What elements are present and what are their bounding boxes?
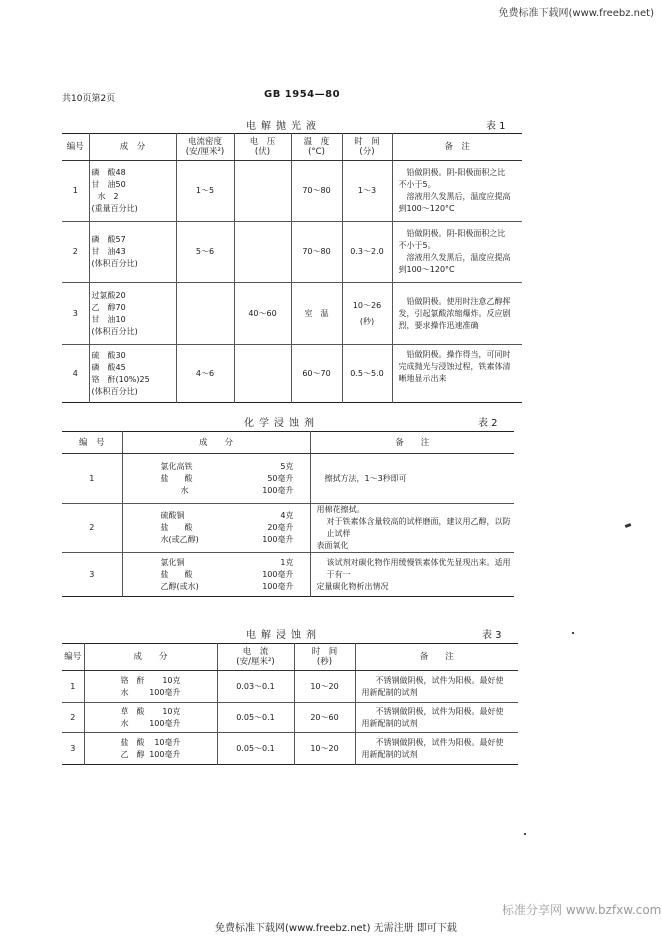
row-no: 1 xyxy=(70,681,76,691)
row-voltage xyxy=(234,222,291,283)
row-composition: 硫 酸30 磷 酸45 铬 酐(10%)25 (体积百分比) xyxy=(89,345,176,403)
row-remarks: 铅做阴极。使用时注意乙醇挥 发，引起氯酸浓缩爆炸。反应剧 烈，要求操作迅速准确 xyxy=(392,283,522,345)
row-remarks: 铅做阴极。阴-阳极面积之比 不小于5。 溶液用久发黑后，温度应提高 到100～120°C xyxy=(392,161,522,222)
watermark-bottom: 免费标准下载网(www.freebz.net) 无需注册 即可下载 xyxy=(215,923,457,934)
row-composition: 过氯酸20 乙 醇70 甘 油10 (体积百分比) xyxy=(89,283,176,345)
scan-dot xyxy=(572,632,574,634)
standard-number: GB 1954—80 xyxy=(264,89,341,100)
row-no: 3 xyxy=(62,733,84,765)
row-voltage xyxy=(234,161,291,222)
row-current-density: 4～6 xyxy=(176,345,234,403)
table-row xyxy=(62,345,522,403)
row-no: 3 xyxy=(62,553,122,597)
col-header-temperature: 温 度 (°C) xyxy=(291,134,342,161)
col-header-time: 时 间 (分) xyxy=(342,134,392,161)
watermark-bottom-right: 标准分享网 www.bzfxw.com xyxy=(502,903,662,917)
table1-number: 表 1 xyxy=(486,121,506,132)
table3-number: 表 3 xyxy=(482,630,502,641)
table2-header-row xyxy=(62,432,514,454)
col-header-remarks: 备 注 xyxy=(355,644,518,671)
row-composition: 铬 酐 10克 水 100毫升 xyxy=(84,671,217,703)
page-info: 共10页第2页 xyxy=(62,94,116,104)
table1-header-row xyxy=(62,134,522,161)
row-time: 0.5～5.0 xyxy=(342,345,392,403)
table3-title: 电解浸蚀剂 xyxy=(246,630,321,641)
row-temperature: 60～70 xyxy=(291,345,342,403)
row-current-density xyxy=(176,283,234,345)
table2-title: 化学浸蚀剂 xyxy=(244,418,319,429)
row-current-density: 1～5 xyxy=(176,161,234,222)
col-header-remarks: 备 注 xyxy=(310,432,514,454)
col-header-composition: 成 分 xyxy=(84,644,217,671)
row-remarks: 铅做阴极。操作得当，可同时 完成抛光与浸蚀过程，铁素体清 晰地显示出来 xyxy=(392,345,522,403)
table1 xyxy=(62,133,522,403)
row-remarks: 不锈钢做阴极，试件为阳极。最好使 用新配制的试剂 xyxy=(355,733,518,765)
row-voltage xyxy=(234,345,291,403)
table3-header-row xyxy=(62,644,518,671)
row-time: 10～20 xyxy=(294,733,355,765)
scan-mark xyxy=(625,523,632,528)
row-remarks: 铅做阴极。阴-阳极面积之比 不小于5。 溶液用久发黑后，温度应提高 到100～120°C xyxy=(392,222,522,283)
row-composition: 氯化铜 1克 盐 酸 100毫升 乙醇(或水) 100毫升 xyxy=(122,553,310,597)
row-time: 20～60 xyxy=(294,703,355,733)
row-no: 3 xyxy=(62,283,89,345)
row-time: 10～26 (秒) xyxy=(342,283,392,345)
col-header-no: 编 号 xyxy=(62,432,122,454)
col-header-voltage: 电 压 (伏) xyxy=(234,134,291,161)
table-row xyxy=(62,454,514,504)
row-no: 2 xyxy=(62,222,89,283)
row-temperature: 70～80 xyxy=(291,222,342,283)
row-time: 1～3 xyxy=(342,161,392,222)
row-remarks: 用棉花擦拭。 对于铁素体含量较高的试样磨面，建议用乙醇，以防止试样 表面氧化 xyxy=(310,504,514,553)
row-current: 0.03～0.1 xyxy=(217,671,294,703)
table-row xyxy=(62,504,514,553)
col-header-current: 电 流 (安/厘米²) xyxy=(217,644,294,671)
scan-dot xyxy=(524,833,526,835)
col-header-composition: 成 分 xyxy=(122,432,310,454)
col-header-time: 时 间 (秒) xyxy=(294,644,355,671)
table1-title: 电解抛光液 xyxy=(246,121,321,132)
row-no: 1 xyxy=(72,186,78,195)
row-composition: 硫酸铜 4克 盐 酸 20毫升 水(或乙醇) 100毫升 xyxy=(122,504,310,553)
col-header-current-density: 电流密度 (安/厘米²) xyxy=(176,134,234,161)
row-remarks: 不锈钢做阴极，试件为阳极。最好使 用新配制的试剂 xyxy=(355,703,518,733)
row-temperature: 室 温 xyxy=(291,283,342,345)
row-remarks: 不锈钢做阴极，试件为阳极。最好使 用新配制的试剂 xyxy=(355,671,518,703)
row-no: 1 xyxy=(62,454,122,504)
table-row xyxy=(62,553,514,597)
row-voltage: 40～60 xyxy=(234,283,291,345)
row-no: 2 xyxy=(62,504,122,553)
table-row xyxy=(62,283,522,345)
col-header-no: 编号 xyxy=(62,134,89,161)
row-composition: 磷 酸48 甘 油50 水 2 (重量百分比) xyxy=(89,161,176,222)
row-current-density: 5～6 xyxy=(176,222,234,283)
row-composition: 氯化高铁 5克 盐 酸 50毫升 水 100毫升 xyxy=(122,454,310,504)
row-composition: 磷 酸57 甘 油43 (体积百分比) xyxy=(89,222,176,283)
row-temperature: 70～80 xyxy=(291,161,342,222)
table-row xyxy=(62,222,522,283)
table-row xyxy=(62,671,518,703)
row-composition: 盐 酸 10毫升 乙 醇 100毫升 xyxy=(84,733,217,765)
col-header-no: 编号 xyxy=(62,644,84,671)
col-header-remarks: 备 注 xyxy=(392,134,522,161)
watermark-top: 免费标准下载网(www.freebz.net) xyxy=(498,8,654,19)
table2 xyxy=(62,431,514,597)
row-remarks: 该试剂对碳化物作用缓慢铁素体优先显现出来。适用于有一 定量碳化物析出情况 xyxy=(310,553,514,597)
table2-number: 表 2 xyxy=(478,418,498,429)
row-time: 10～20 xyxy=(294,671,355,703)
table3 xyxy=(62,643,518,765)
row-composition: 草 酸 10克 水 100毫升 xyxy=(84,703,217,733)
row-remarks: 擦拭方法，1～3秒即可 xyxy=(324,473,407,483)
row-current: 0.05～0.1 xyxy=(217,733,294,765)
row-no: 4 xyxy=(62,345,89,403)
row-no: 2 xyxy=(62,703,84,733)
col-header-composition: 成 分 xyxy=(89,134,176,161)
table-row xyxy=(62,161,522,222)
table-row xyxy=(62,733,518,765)
row-time: 0.3～2.0 xyxy=(342,222,392,283)
table-row xyxy=(62,703,518,733)
row-current: 0.05～0.1 xyxy=(217,703,294,733)
